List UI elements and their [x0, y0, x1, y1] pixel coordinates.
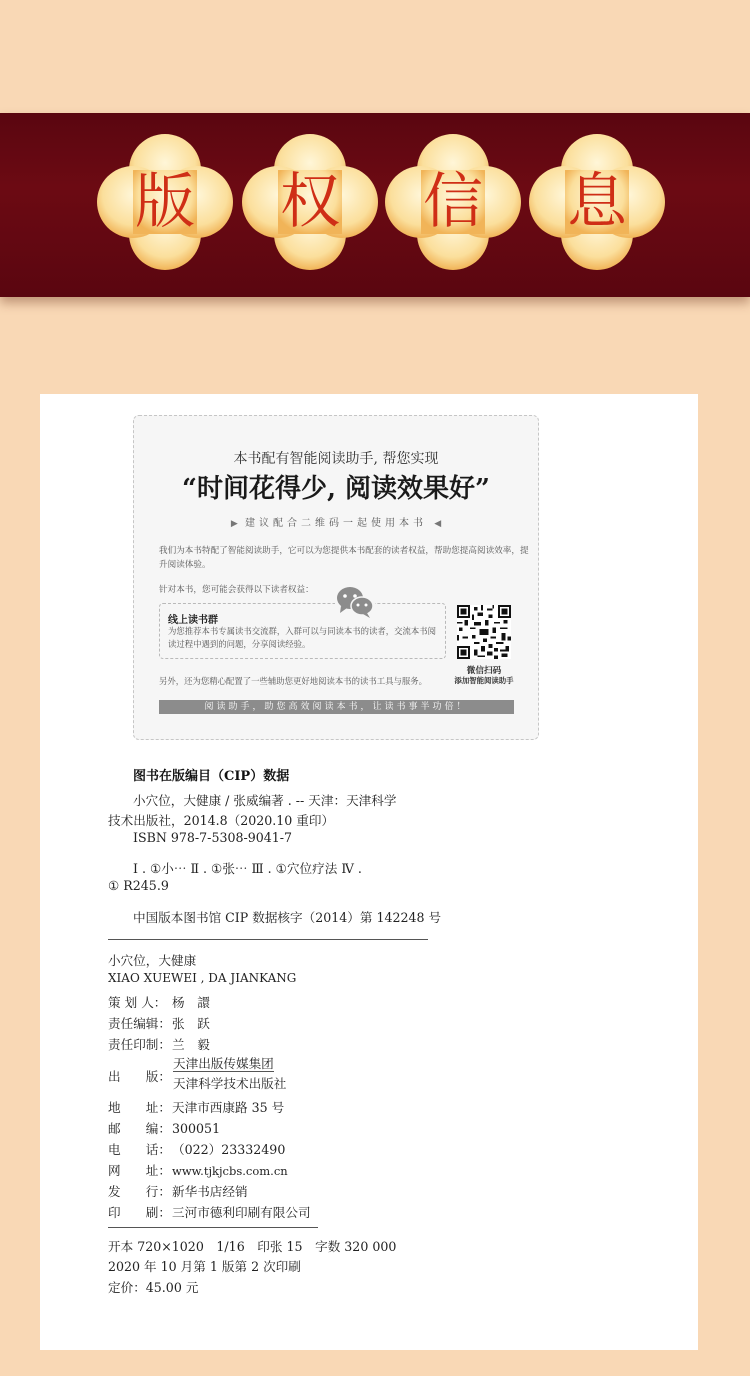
qr-label: 微信扫码 [466, 666, 502, 676]
title-badge [95, 132, 235, 272]
print-manager-row [108, 1034, 210, 1053]
wechat-icon [335, 585, 375, 619]
cip-record-number: 中国版本图书馆 CIP 数据核字（2014）第 142248 号 [133, 910, 442, 925]
distribution-value: 新华书店经销 [172, 1184, 248, 1199]
publisher-values [173, 1054, 286, 1094]
cip-classification2: ① R245.9 [108, 878, 169, 893]
divider [108, 939, 428, 940]
address-value: 天津市西康路 35 号 [172, 1100, 285, 1115]
print-manager-label: 责任印制： [108, 1037, 171, 1052]
editor-label: 责任编辑： [108, 1016, 171, 1031]
editor-value: 张 跃 [172, 1016, 210, 1031]
address-label: 地 址： [108, 1100, 171, 1115]
title-badge [527, 132, 667, 272]
planner-row [108, 992, 210, 1011]
planner-label: 策 划 人： [108, 995, 167, 1010]
format-specs: 开本 720×1020 1/16 印张 15 字数 320 000 [108, 1239, 397, 1254]
book-title-pinyin: XIAO XUEWEI , DA JIANKANG [108, 971, 297, 985]
publisher-group: 天津出版传媒集团 [173, 1056, 274, 1071]
cip-isbn: ISBN 978-7-5308-9041-7 [133, 830, 293, 845]
title-badge [240, 132, 380, 272]
title-char-3: 信 [423, 167, 483, 237]
phone-row [108, 1139, 285, 1158]
card-bottom-bar: 阅读助手，助您高效阅读本书，让读书事半功倍！ [159, 700, 514, 714]
editor-row [108, 1013, 210, 1032]
planner-value: 杨 譞 [172, 995, 210, 1010]
phone-value: （022）23332490 [172, 1142, 286, 1157]
postcode-value: 300051 [172, 1121, 221, 1136]
card-tip-text: 建议配合二维码一起使用本书 [245, 518, 427, 529]
print-manager-value: 兰 毅 [172, 1037, 210, 1052]
card-benefit-intro: 针对本书，您可能会获得以下读者权益： [159, 585, 314, 595]
address-row [108, 1097, 284, 1116]
reading-assistant-card [133, 415, 539, 740]
publisher-press: 天津科学技术出版社 [173, 1076, 287, 1091]
qr-code-icon [457, 605, 511, 659]
divider [108, 1227, 318, 1228]
postcode-label: 邮 编： [108, 1121, 171, 1136]
card-extra: 另外，还为您精心配置了一些辅助您更好地阅读本书的读书工具与服务。 [159, 676, 427, 686]
card-body: 我们为本书特配了智能阅读助手，它可以为您提供本书配套的读者权益，帮助您提高阅读效率，提升阅读体验。 [159, 546, 529, 570]
printer-value: 三河市德利印刷有限公司 [172, 1205, 311, 1220]
copyright-page [40, 394, 698, 1350]
title-char-4: 息 [567, 167, 627, 237]
distribution-row [108, 1181, 248, 1200]
website-value: www.tjkjcbs.com.cn [172, 1164, 288, 1178]
price: 定价：45.00 元 [108, 1280, 199, 1295]
printer-row [108, 1202, 311, 1221]
card-headline: “时间花得少, 阅读效果好” [181, 474, 490, 504]
triangle-right-icon: ▶ [230, 519, 238, 529]
qr-sublabel: 添加智能阅读助手 [454, 676, 514, 685]
title-char-1: 版 [135, 167, 195, 237]
printer-label: 印 刷： [108, 1205, 171, 1220]
triangle-left-icon: ◀ [434, 519, 442, 529]
website-row [108, 1160, 288, 1179]
group-title: 线上读书群 [168, 615, 218, 626]
reading-group-box [159, 603, 446, 659]
postcode-row [108, 1118, 220, 1137]
cip-line2: 技术出版社，2014.8（2020.10 重印） [108, 813, 335, 828]
group-desc: 为您推荐本书专属读书交流群，入群可以与同读本书的读者，交流本书阅读过程中遇到的问题，分享阅读经验。 [168, 626, 436, 649]
title-badge [383, 132, 523, 272]
card-tip [134, 514, 538, 529]
phone-label: 电 话： [108, 1142, 171, 1157]
cip-classification1: Ⅰ . ①小⋯ Ⅱ . ①张⋯ Ⅲ . ①穴位疗法 Ⅳ . [133, 861, 362, 876]
edition-info: 2020 年 10 月第 1 版第 2 次印刷 [108, 1259, 301, 1274]
title-char-2: 权 [280, 167, 340, 237]
distribution-label: 发 行： [108, 1184, 171, 1199]
card-subtitle: 本书配有智能阅读助手, 帮您实现 [233, 451, 439, 467]
cip-line1: 小穴位，大健康 / 张威编著 . -- 天津：天津科学 [133, 793, 397, 808]
publisher-label: 出 版： [108, 1069, 171, 1084]
website-label: 网 址： [108, 1163, 171, 1178]
cip-heading: 图书在版编目（CIP）数据 [133, 769, 290, 784]
book-title: 小穴位，大健康 [108, 953, 197, 968]
